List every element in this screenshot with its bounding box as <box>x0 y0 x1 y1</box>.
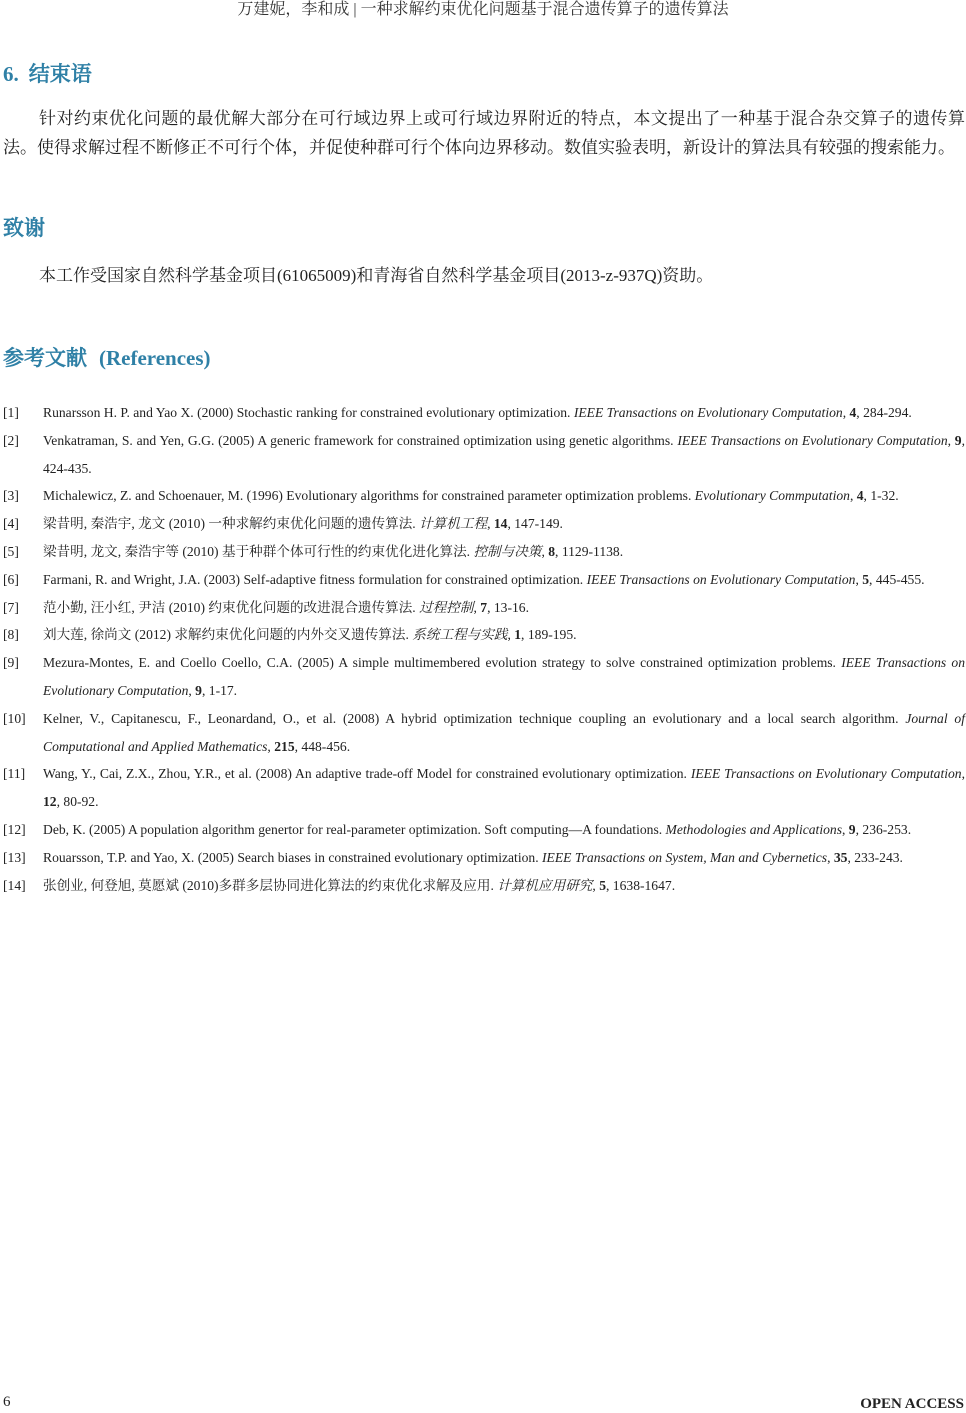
reference-item <box>3 621 965 649</box>
reference-journal: 系统工程与实践 <box>412 627 508 643</box>
reference-pages: , 1-17. <box>201 682 238 698</box>
reference-separator: , <box>827 849 834 865</box>
reference-item <box>3 538 965 566</box>
section-number: 6. <box>3 62 19 86</box>
references-heading <box>3 345 211 371</box>
reference-list <box>3 399 965 899</box>
reference-journal: IEEE Transactions on Evolutionary Computation <box>586 571 856 587</box>
reference-text <box>43 566 965 594</box>
reference-journal: 计算机应用研究 <box>497 877 593 893</box>
reference-journal: 计算机工程 <box>419 516 488 532</box>
reference-text <box>43 760 965 816</box>
reference-item <box>3 482 965 510</box>
reference-text <box>43 594 965 622</box>
reference-number: [6] <box>3 571 19 587</box>
reference-journal: IEEE Transactions on Evolutionary Computation <box>677 432 948 448</box>
reference-journal: Methodologies and Applications <box>665 821 842 837</box>
reference-text <box>43 816 965 844</box>
reference-citation: Kelner, V., Capitanescu, F., Leonardand, O., et al. (2008) A hybrid optimization technique coupling an evolutionary and a local search algorithm. <box>43 710 906 726</box>
reference-text <box>43 399 965 427</box>
reference-volume: 4 <box>856 488 864 504</box>
reference-journal: IEEE Transactions on Evolutionary Computation <box>690 766 962 782</box>
reference-item <box>3 566 965 594</box>
reference-citation: Runarsson H. P. and Yao X. (2000) Stochastic ranking for constrained evolutionary optimization. <box>43 405 574 420</box>
reference-volume: 9 <box>195 682 202 698</box>
reference-pages: , 445-455. <box>869 571 925 587</box>
reference-number: [1] <box>3 405 19 420</box>
reference-pages: , 284-294. <box>856 405 912 420</box>
reference-citation: Mezura-Montes, E. and Coello Coello, C.A. (2005) A simple multimembered evolution strategy to solve constrained optimization problems. <box>43 655 842 671</box>
reference-volume: 7 <box>480 599 488 615</box>
reference-item <box>3 427 965 483</box>
reference-volume: 35 <box>833 849 848 865</box>
reference-text <box>43 538 965 566</box>
acknowledgement-heading: 致谢 <box>3 216 45 240</box>
reference-pages: , 448-456. <box>294 738 351 754</box>
reference-separator: , <box>188 682 196 698</box>
reference-separator: , <box>961 766 965 782</box>
reference-citation: 张创业, 何登旭, 莫愿斌 (2010)多群多层协同进化算法的约束优化求解及应用. <box>43 877 498 893</box>
reference-separator: , <box>473 599 481 615</box>
reference-item <box>3 816 965 844</box>
reference-citation: 范小勤, 汪小红, 尹洁 (2010) 约束优化问题的改进混合遗传算法. <box>43 599 420 615</box>
reference-separator: , <box>507 627 515 643</box>
reference-pages: , 233-243. <box>847 849 903 865</box>
reference-separator: , <box>487 516 494 532</box>
reference-journal: IEEE Transactions on Evolutionary Computation <box>573 405 843 420</box>
reference-text <box>43 621 965 649</box>
reference-volume: 9 <box>954 432 962 448</box>
reference-pages: , 1638-1647. <box>606 877 676 893</box>
reference-journal: IEEE Transactions on Evolutionary Computation <box>43 655 965 698</box>
reference-pages: , 13-16. <box>487 599 529 615</box>
reference-text <box>43 705 965 761</box>
reference-text <box>43 482 965 510</box>
reference-separator: , <box>947 432 955 448</box>
reference-separator: , <box>842 821 849 837</box>
page-number: 6 <box>3 1394 11 1410</box>
reference-journal: 过程控制 <box>419 599 474 615</box>
reference-volume: 4 <box>849 405 857 420</box>
reference-text <box>43 427 965 483</box>
reference-number: [14] <box>3 877 26 893</box>
reference-item <box>3 594 965 622</box>
reference-citation: 刘大莲, 徐尚文 (2012) 求解约束优化问题的内外交叉遗传算法. <box>43 627 413 643</box>
reference-volume: 12 <box>43 794 57 810</box>
reference-separator: , <box>849 488 857 504</box>
reference-citation: Rouarsson, T.P. and Yao, X. (2005) Search biases in constrained evolutionary optimization. <box>43 849 542 865</box>
reference-number: [13] <box>3 849 26 865</box>
reference-item <box>3 844 965 872</box>
section-title: 结束语 <box>28 62 92 86</box>
reference-volume: 5 <box>599 877 606 893</box>
reference-number: [2] <box>3 432 19 448</box>
running-head: 万建妮，李和成 | 一种求解约束优化问题基于混合遗传算子的遗传算法 <box>237 1 729 18</box>
reference-citation: 梁昔明, 秦浩宇, 龙文 (2010) 一种求解约束优化问题的遗传算法. <box>43 516 420 532</box>
reference-separator: , <box>267 738 275 754</box>
reference-citation: 梁昔明, 龙文, 秦浩宇等 (2010) 基于种群个体可行性的约束优化进化算法. <box>43 543 474 559</box>
conclusion-heading <box>3 61 92 87</box>
reference-journal: Journal of Computational and Applied Mathematics <box>43 710 965 754</box>
conclusion-paragraph: 针对约束优化问题的最优解大部分在可行域边界上或可行域边界附近的特点，本文提出了一种基于混合杂交算子的遗传算法。使得求解过程不断修正不可行个体，并促使种群可行个体向边界移动。数值实验表明，新设计的算法具有较强的搜索能力。 <box>3 109 965 157</box>
references-title: 参考文献 <box>3 346 87 370</box>
references-title-en: (References) <box>99 346 211 370</box>
reference-citation: Farmani, R. and Wright, J.A. (2003) Self-adaptive fitness formulation for constrained optimization. <box>43 571 587 587</box>
reference-number: [10] <box>3 710 26 726</box>
reference-text <box>43 510 965 538</box>
reference-pages: , 424-435. <box>43 432 965 476</box>
reference-pages: , 1-32. <box>863 488 899 504</box>
reference-number: [3] <box>3 488 19 504</box>
reference-volume: 5 <box>862 571 870 587</box>
reference-citation: Wang, Y., Cai, Z.X., Zhou, Y.R., et al. (2008) An adaptive trade-off Model for constrained evolutionary optimization. <box>43 766 691 782</box>
reference-pages: , 236-253. <box>855 821 912 837</box>
reference-pages: , 189-195. <box>521 627 577 643</box>
reference-number: [7] <box>3 599 19 615</box>
reference-item <box>3 649 965 705</box>
reference-number: [5] <box>3 543 19 559</box>
reference-volume: 9 <box>848 821 856 837</box>
reference-pages: , 80-92. <box>56 794 99 810</box>
open-access-label: OPEN ACCESS <box>860 1396 964 1412</box>
reference-number: [8] <box>3 627 19 643</box>
reference-text <box>43 649 965 705</box>
reference-citation: Michalewicz, Z. and Schoenauer, M. (1996) Evolutionary algorithms for constrained parameter optimization problems. <box>43 488 695 504</box>
reference-journal: 控制与决策 <box>473 543 542 559</box>
reference-volume: 1 <box>514 627 522 643</box>
reference-text <box>43 844 965 872</box>
reference-volume: 8 <box>548 543 556 559</box>
reference-separator: , <box>592 877 600 893</box>
reference-separator: , <box>541 543 549 559</box>
reference-volume: 215 <box>274 738 295 754</box>
reference-item <box>3 760 965 816</box>
reference-item <box>3 872 965 900</box>
reference-item <box>3 399 965 427</box>
reference-number: [11] <box>3 766 26 782</box>
reference-pages: , 147-149. <box>507 516 563 532</box>
reference-journal: IEEE Transactions on System, Man and Cybernetics <box>542 849 828 865</box>
reference-number: [12] <box>3 821 26 837</box>
reference-item <box>3 705 965 761</box>
acknowledgement-paragraph: 本工作受国家自然科学基金项目(61065009)和青海省自然科学基金项目(2013-z-937Q)资助。 <box>39 266 714 285</box>
reference-text <box>43 872 965 900</box>
reference-citation: Deb, K. (2005) A population algorithm genertor for real-parameter optimization. Soft computing—A foundations. <box>43 821 666 837</box>
reference-number: [9] <box>3 655 19 671</box>
reference-citation: Venkatraman, S. and Yen, G.G. (2005) A generic framework for constrained optimization using genetic algorithms. <box>43 432 678 448</box>
reference-pages: , 1129-1138. <box>555 543 624 559</box>
reference-item <box>3 510 965 538</box>
reference-separator: , <box>842 405 850 420</box>
reference-journal: Evolutionary Commputation <box>694 488 850 504</box>
reference-number: [4] <box>3 516 19 532</box>
reference-separator: , <box>855 571 863 587</box>
reference-volume: 14 <box>493 516 508 532</box>
